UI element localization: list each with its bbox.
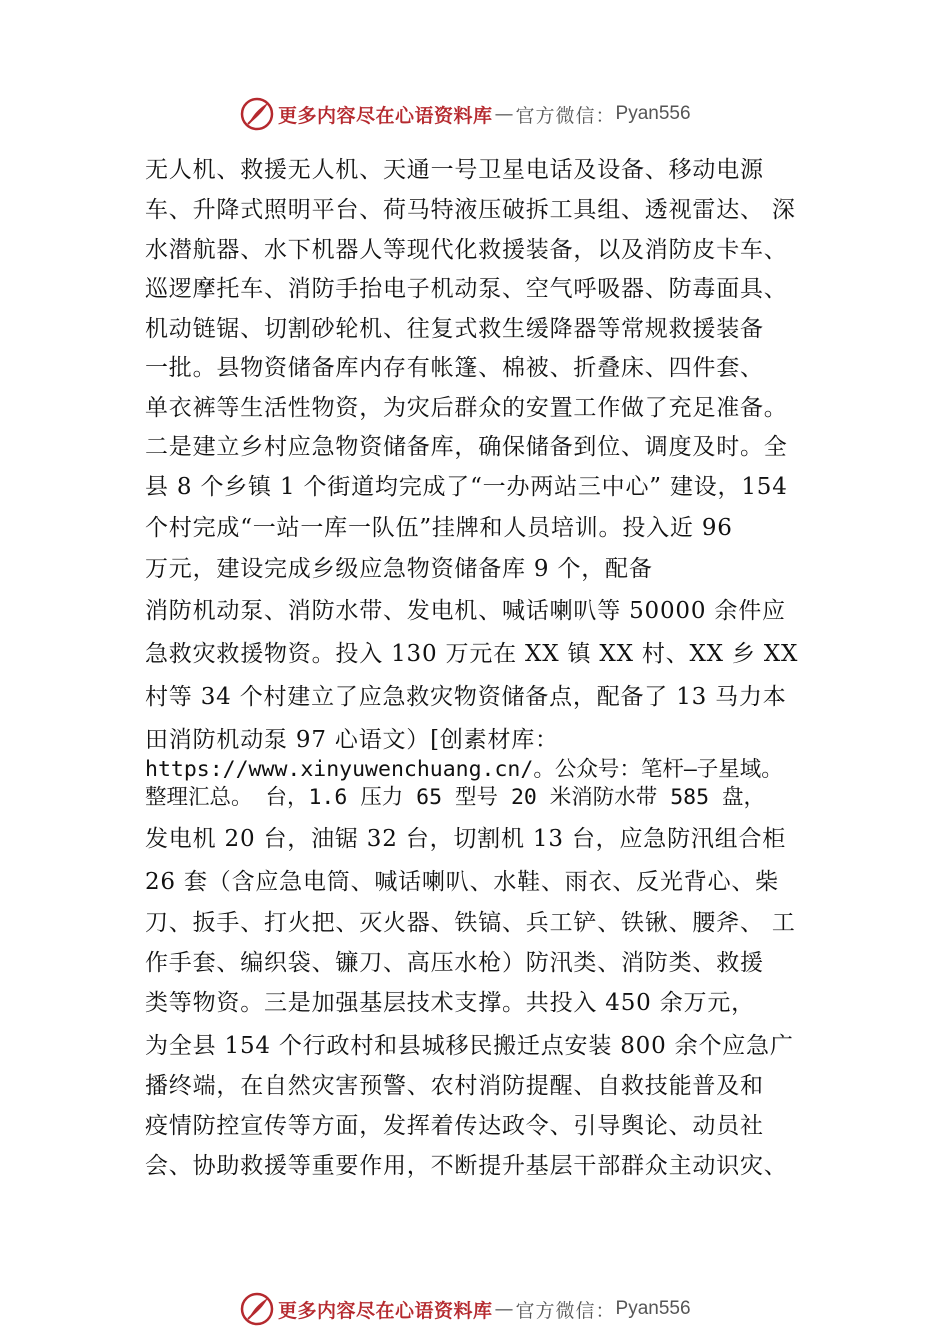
quill-logo-icon bbox=[240, 97, 274, 131]
header-wechat-id: Pyan556 bbox=[615, 103, 691, 124]
body-line: 一批。县物资储备库内存有帐篷、棉被、折叠床、四件套、 bbox=[145, 355, 764, 381]
body-line: 无人机、救援无人机、天通一号卫星电话及设备、移动电源 bbox=[145, 157, 764, 183]
body-line: 消防机动泵、消防水带、发电机、喊话喇叭等 50000 余件应 bbox=[145, 598, 786, 624]
body-line: 疫情防控宣传等方面，发挥着传达政令、引导舆论、动员社 bbox=[145, 1113, 764, 1139]
body-line: 急救灾救援物资。投入 130 万元在 XX 镇 XX 村、XX 乡 XX bbox=[145, 641, 799, 667]
body-line: 田消防机动泵 97 心语文）[创素材库： bbox=[145, 727, 559, 753]
body-line: 二是建立乡村应急物资储备库，确保储备到位、调度及时。全 bbox=[145, 434, 788, 460]
body-line: 个村完成“一站一库一队伍”挂牌和人员培训。投入近 96 bbox=[145, 515, 733, 541]
body-line: 会、协助救援等重要作用，不断提升基层干部群众主动识灾、 bbox=[145, 1153, 788, 1179]
body-line: 为全县 154 个行政村和县城移民搬迁点安装 800 余个应急广 bbox=[145, 1033, 794, 1059]
body-line: 刀、扳手、打火把、灭火器、铁镐、兵工铲、铁锹、腰斧、 工 bbox=[145, 910, 796, 936]
footer-wechat-label: 官方微信： bbox=[515, 1299, 616, 1322]
header-brand-text: 更多内容尽在心语资料库 bbox=[278, 104, 493, 127]
body-line: 万元，建设完成乡级应急物资储备库 9 个，配备 bbox=[145, 556, 653, 582]
body-line: 播终端，在自然灾害预警、农村消防提醒、自救技能普及和 bbox=[145, 1073, 764, 1099]
footer-wechat-id: Pyan556 bbox=[615, 1298, 691, 1319]
header-banner bbox=[0, 94, 950, 134]
body-line: 机动链锯、切割砂轮机、往复式救生缓降器等常规救援装备 bbox=[145, 316, 764, 342]
body-line: 单衣裤等生活性物资，为灾后群众的安置工作做了充足准备。 bbox=[145, 395, 788, 421]
body-line: 巡逻摩托车、消防手抬电子机动泵、空气呼吸器、防毒面具、 bbox=[145, 276, 788, 302]
body-line: 村等 34 个村建立了应急救灾物资储备点，配备了 13 马力本 bbox=[145, 684, 787, 710]
body-line: 县 8 个乡镇 1 个街道均完成了“一办两站三中心” 建设，154 bbox=[145, 474, 788, 500]
footer-banner bbox=[0, 1289, 950, 1329]
body-line: 类等物资。三是加强基层技术支撑。共投入 450 余万元， bbox=[145, 990, 755, 1016]
body-line-url: https://www.xinyuwenchuang.cn/。公众号：笔杆—子星域。 bbox=[145, 757, 783, 782]
footer-brand-text: 更多内容尽在心语资料库 bbox=[278, 1299, 493, 1322]
body-line: 水潜航器、水下机器人等现代化救援装备，以及消防皮卡车、 bbox=[145, 237, 788, 263]
body-line: 发电机 20 台，油锯 32 台，切割机 13 台，应急防汛组合柜 bbox=[145, 826, 787, 852]
footer-dash: — bbox=[494, 1298, 514, 1320]
body-line: 整理汇总。 台，1.6 压力 65 型号 20 米消防水带 585 盘， bbox=[145, 785, 765, 810]
header-dash: — bbox=[494, 103, 514, 125]
header-wechat-label: 官方微信： bbox=[515, 104, 616, 127]
body-line: 作手套、编织袋、镰刀、高压水枪）防汛类、消防类、救援 bbox=[145, 950, 764, 976]
body-line: 26 套（含应急电筒、喊话喇叭、水鞋、雨衣、反光背心、柴 bbox=[145, 869, 779, 895]
quill-logo-icon bbox=[240, 1292, 274, 1326]
body-line: 车、升降式照明平台、荷马特液压破拆工具组、透视雷达、 深 bbox=[145, 197, 796, 223]
